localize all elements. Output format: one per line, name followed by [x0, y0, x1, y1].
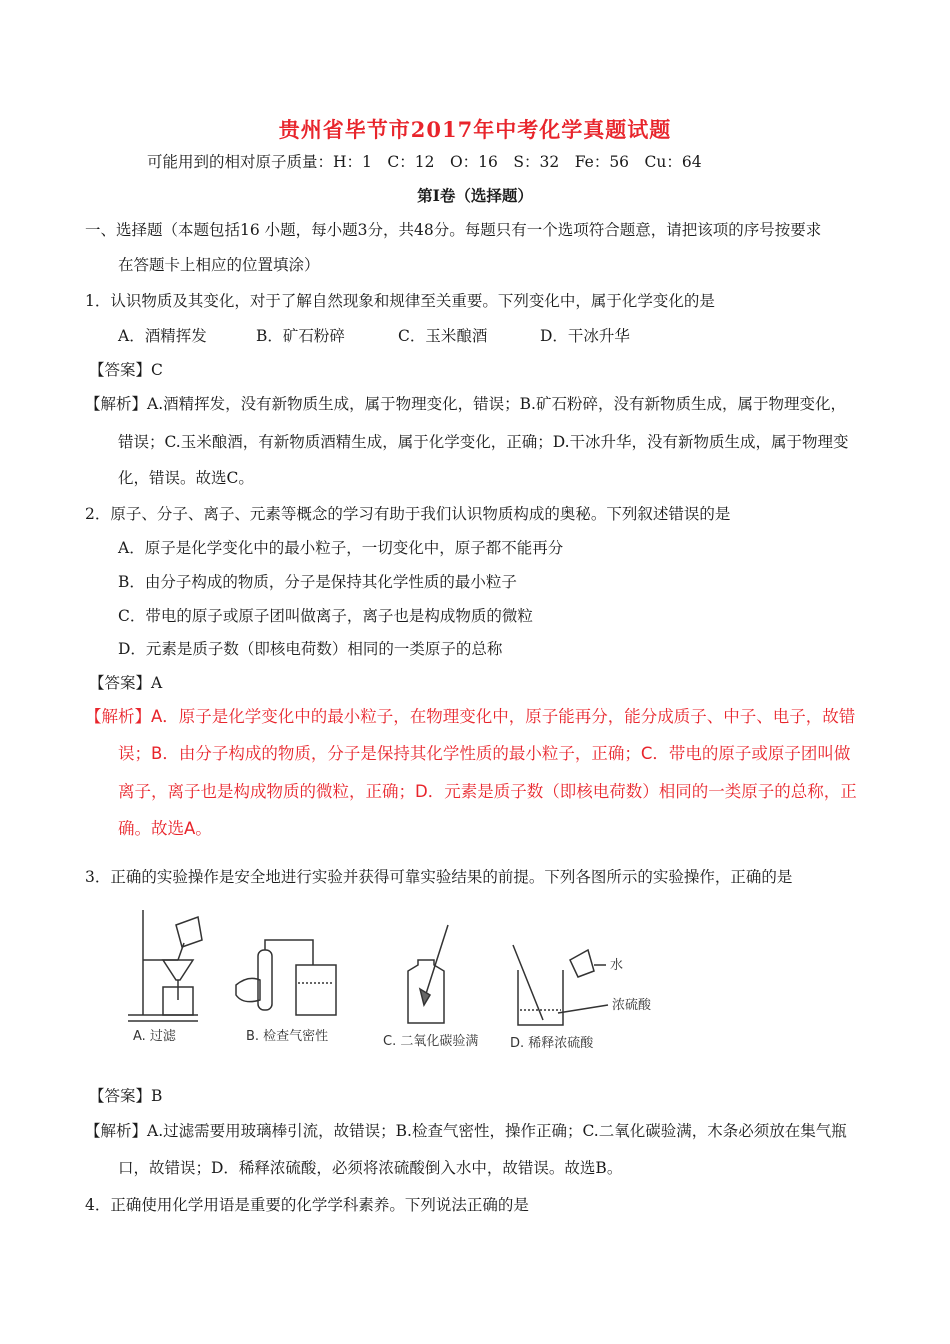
q1-stem: 1．认识物质及其变化，对于了解自然现象和规律至关重要。下列变化中，属于化学变化的是	[85, 292, 715, 310]
document-title: 贵州省毕节市2017年中考化学真题试题	[278, 117, 672, 142]
q1-option-d: D．干冰升华	[540, 327, 630, 345]
q3-analysis-line2: 口，故错误；D．稀释浓硫酸，必须将浓硫酸倒入水中，故错误。故选B。	[118, 1159, 623, 1177]
q1-option-b: B．矿石粉碎	[256, 327, 345, 345]
q3-answer: 【答案】B	[89, 1087, 163, 1105]
q1-option-a: A．酒精挥发	[118, 327, 207, 345]
figure-c-co2-check	[408, 925, 448, 1023]
q4-stem: 4．正确使用化学用语是重要的化学学科素养。下列说法正确的是	[85, 1196, 529, 1214]
q2-analysis-line1: 【解析】A．原子是化学变化中的最小粒子，在物理变化中，原子能再分，能分成质子、中子、电子，故错	[85, 707, 856, 726]
q2-option-d: D．元素是质子数（即核电荷数）相同的一类原子的总称	[118, 640, 503, 658]
q3-analysis-line1: 【解析】A.过滤需要用玻璃棒引流，故错误；B.检查气密性，操作正确；C.二氧化碳验满，木条必须放在集气瓶	[85, 1122, 847, 1140]
figure-d-dilution	[513, 945, 608, 1025]
part-one-instruction-line2: 在答题卡上相应的位置填涂）	[118, 256, 320, 274]
figure-label-c: C. 二氧化碳验满	[383, 1034, 479, 1049]
figure-label-a: A. 过滤	[133, 1029, 176, 1044]
q1-analysis-line1: 【解析】A.酒精挥发，没有新物质生成，属于物理变化，错误；B.矿石粉碎，没有新物质生成，属于物理变化，	[85, 395, 846, 413]
q3-figure	[118, 905, 678, 1065]
figure-a-filtration	[128, 910, 202, 1021]
figure-annotation-acid: 浓硫酸	[612, 998, 652, 1013]
q1-option-c: C．玉米酿酒	[398, 327, 488, 345]
q3-stem: 3．正确的实验操作是安全地进行实验并获得可靠实验结果的前提。下列各图所示的实验操作，正确的是	[85, 868, 793, 886]
q2-option-c: C．带电的原子或原子团叫做离子，离子也是构成物质的微粒	[118, 607, 533, 625]
figure-b-gas-check	[236, 940, 336, 1015]
q2-option-b: B．由分子构成的物质，分子是保持其化学性质的最小粒子	[118, 573, 517, 591]
q2-stem: 2．原子、分子、离子、元素等概念的学习有助于我们认识物质构成的奥秘。下列叙述错误的是	[85, 505, 731, 523]
figure-label-b: B. 检查气密性	[246, 1029, 329, 1044]
q1-answer: 【答案】C	[89, 361, 163, 379]
section-title: 第Ⅰ卷（选择题）	[417, 186, 533, 205]
q2-option-a: A．原子是化学变化中的最小粒子，一切变化中，原子都不能再分	[118, 539, 564, 557]
q2-analysis-line3: 离子，离子也是构成物质的微粒，正确；D．元素是质子数（即核电荷数）相同的一类原子的总称，正	[118, 782, 857, 801]
q2-analysis-line2: 误；B．由分子构成的物质，分子是保持其化学性质的最小粒子，正确；C．带电的原子或原子团叫做	[118, 744, 851, 763]
q2-analysis-line4: 确。故选A。	[118, 819, 212, 838]
part-one-instruction-line1: 一、选择题（本题包括16 小题，每小题3分，共48分。每题只有一个选项符合题意，请把该项的序号按要求	[85, 221, 822, 239]
q2-answer: 【答案】A	[89, 674, 163, 692]
figure-annotation-water: 水	[610, 958, 624, 973]
q1-analysis-line3: 化，错误。故选C。	[118, 469, 254, 487]
q1-analysis-line2: 错误；C.玉米酿酒，有新物质酒精生成，属于化学变化，正确；D.干冰升华，没有新物质生成，属于物理变	[118, 433, 849, 451]
figure-label-d: D. 稀释浓硫酸	[510, 1036, 594, 1051]
atomic-mass-line: 可能用到的相对原子质量：H：1 C：12 O：16 S：32 Fe：56 Cu：64	[147, 153, 702, 171]
